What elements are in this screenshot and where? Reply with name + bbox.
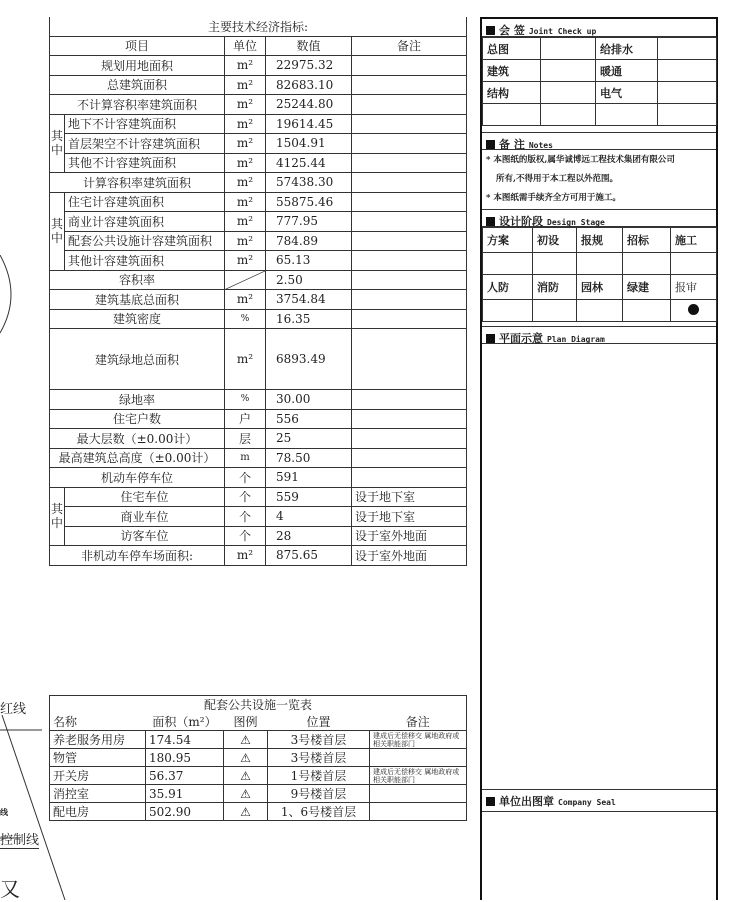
header-value: 数值 xyxy=(266,36,352,56)
warning-triangle-icon: ⚠ xyxy=(224,785,268,803)
table-row: 机动车停车位 个 591 xyxy=(50,468,467,488)
facility-row: 配电房 502.90 ⚠ 1、6号楼首层 xyxy=(50,803,467,821)
warning-triangle-icon: ⚠ xyxy=(224,731,268,749)
side-label: 其中 xyxy=(50,192,65,270)
table-row: 商业计容建筑面积 m² 777.95 xyxy=(50,212,467,232)
table-row: 计算容积率建筑面积 m² 57438.30 xyxy=(50,173,467,193)
table-row: 配套公共设施计容建筑面积 m² 784.89 xyxy=(50,231,467,251)
table-row: 建筑密度 % 16.35 xyxy=(50,309,467,329)
table-title-row xyxy=(50,17,467,36)
warning-triangle-icon: ⚠ xyxy=(224,803,268,821)
design-stage-header: 设计阶段 Design Stage xyxy=(482,209,716,227)
table-row: 建筑绿地总面积 m² 6893.49 xyxy=(50,329,467,390)
side-label: 其中 xyxy=(50,487,65,546)
selected-dot-icon xyxy=(688,304,699,315)
label-fragment: 又 xyxy=(0,877,20,901)
table-row: 首层架空不计容建筑面积 m² 1504.91 xyxy=(50,134,467,154)
facility-row: 消控室 35.91 ⚠ 9号楼首层 xyxy=(50,785,467,803)
table-title: 主要技术经济指标: xyxy=(50,17,467,36)
table-row: 总建筑面积 m² 82683.10 xyxy=(50,75,467,95)
table-row: 其中 住宅计容建筑面积 m² 55875.46 xyxy=(50,192,467,212)
table-row: 其中 地下不计容建筑面积 m² 19614.45 xyxy=(50,114,467,134)
notes-text: * 本图纸的版权,属华诚博远工程技术集团有限公司 所有,不得用于本工程以外范围。 * 本图纸需手续齐全方可用于施工。 xyxy=(486,155,675,203)
table-header-row xyxy=(50,36,467,56)
main-indicators-table xyxy=(49,17,467,566)
design-stage-table: 方案 初设 报规 招标 施工 人防 消防 园林 绿建 报审 xyxy=(482,227,717,322)
red-line-label: 红线 xyxy=(0,702,27,717)
line-label: 线 xyxy=(0,808,8,817)
facility-row: 养老服务用房 174.54 ⚠ 3号楼首层 建成后无偿移交 属地政府或相关职能部门 xyxy=(50,731,467,749)
table-row: 最大层数（±0.00计） 层 25 xyxy=(50,429,467,449)
facility-row: 开关房 56.37 ⚠ 1号楼首层 建成后无偿移交 属地政府或相关职能部门 xyxy=(50,767,467,785)
table-row: 住宅户数 户 556 xyxy=(50,409,467,429)
table-row: 其中 住宅车位 个 559 设于地下室 xyxy=(50,487,467,507)
warning-triangle-icon: ⚠ xyxy=(224,749,268,767)
square-bullet-icon xyxy=(486,217,495,226)
facility-row: 物管 180.95 ⚠ 3号楼首层 xyxy=(50,749,467,767)
table-row: 建筑基底总面积 m² 3754.84 xyxy=(50,290,467,310)
facilities-title-row xyxy=(50,696,467,714)
table-row: 不计算容积率建筑面积 m² 25244.80 xyxy=(50,95,467,115)
header-unit: 单位 xyxy=(225,36,266,56)
joint-check-table: 总图 给排水 建筑 暖通 结构 电气 xyxy=(482,37,717,126)
diagonal-cell xyxy=(225,270,266,290)
table-row: 规划用地面积 m² 22975.32 xyxy=(50,56,467,76)
plan-diagram-area xyxy=(482,344,716,789)
table-row: 最高建筑总高度（±0.00计） m 78.50 xyxy=(50,448,467,468)
title-block-panel xyxy=(480,17,718,900)
square-bullet-icon xyxy=(486,334,495,343)
table-row: 访客车位 个 28 设于室外地面 xyxy=(50,526,467,546)
facilities-header-row: 名称 面积（m²） 图例 位置 备注 xyxy=(50,713,467,731)
notes-header: 备 注 Notes xyxy=(482,132,716,150)
control-line-label: 控制线 xyxy=(0,829,39,849)
table-row: 其他计容建筑面积 m² 65.13 xyxy=(50,251,467,271)
table-row: 绿地率 % 30.00 xyxy=(50,390,467,410)
site-outline-arc xyxy=(0,255,20,335)
side-label: 其中 xyxy=(50,114,65,173)
table-row: 容积率 2.50 xyxy=(50,270,467,290)
facilities-table xyxy=(49,695,467,821)
seal-separator xyxy=(482,811,716,812)
header-item: 项目 xyxy=(50,36,225,56)
table-row: 其他不计容建筑面积 m² 4125.44 xyxy=(50,153,467,173)
table-row: 非机动车停车场面积: m² 875.65 设于室外地面 xyxy=(50,546,467,566)
warning-triangle-icon: ⚠ xyxy=(224,767,268,785)
facilities-title: 配套公共设施一览表 xyxy=(50,696,467,714)
table-row: 商业车位 个 4 设于地下室 xyxy=(50,507,467,527)
joint-check-header: 会 签 Joint Check up xyxy=(482,19,716,37)
company-seal-header: 单位出图章 Company Seal xyxy=(482,789,716,807)
header-note: 备注 xyxy=(352,36,467,56)
square-bullet-icon xyxy=(486,26,495,35)
square-bullet-icon xyxy=(486,140,495,149)
square-bullet-icon xyxy=(486,797,495,806)
plan-diagram-header: 平面示意 Plan Diagram xyxy=(482,326,716,344)
